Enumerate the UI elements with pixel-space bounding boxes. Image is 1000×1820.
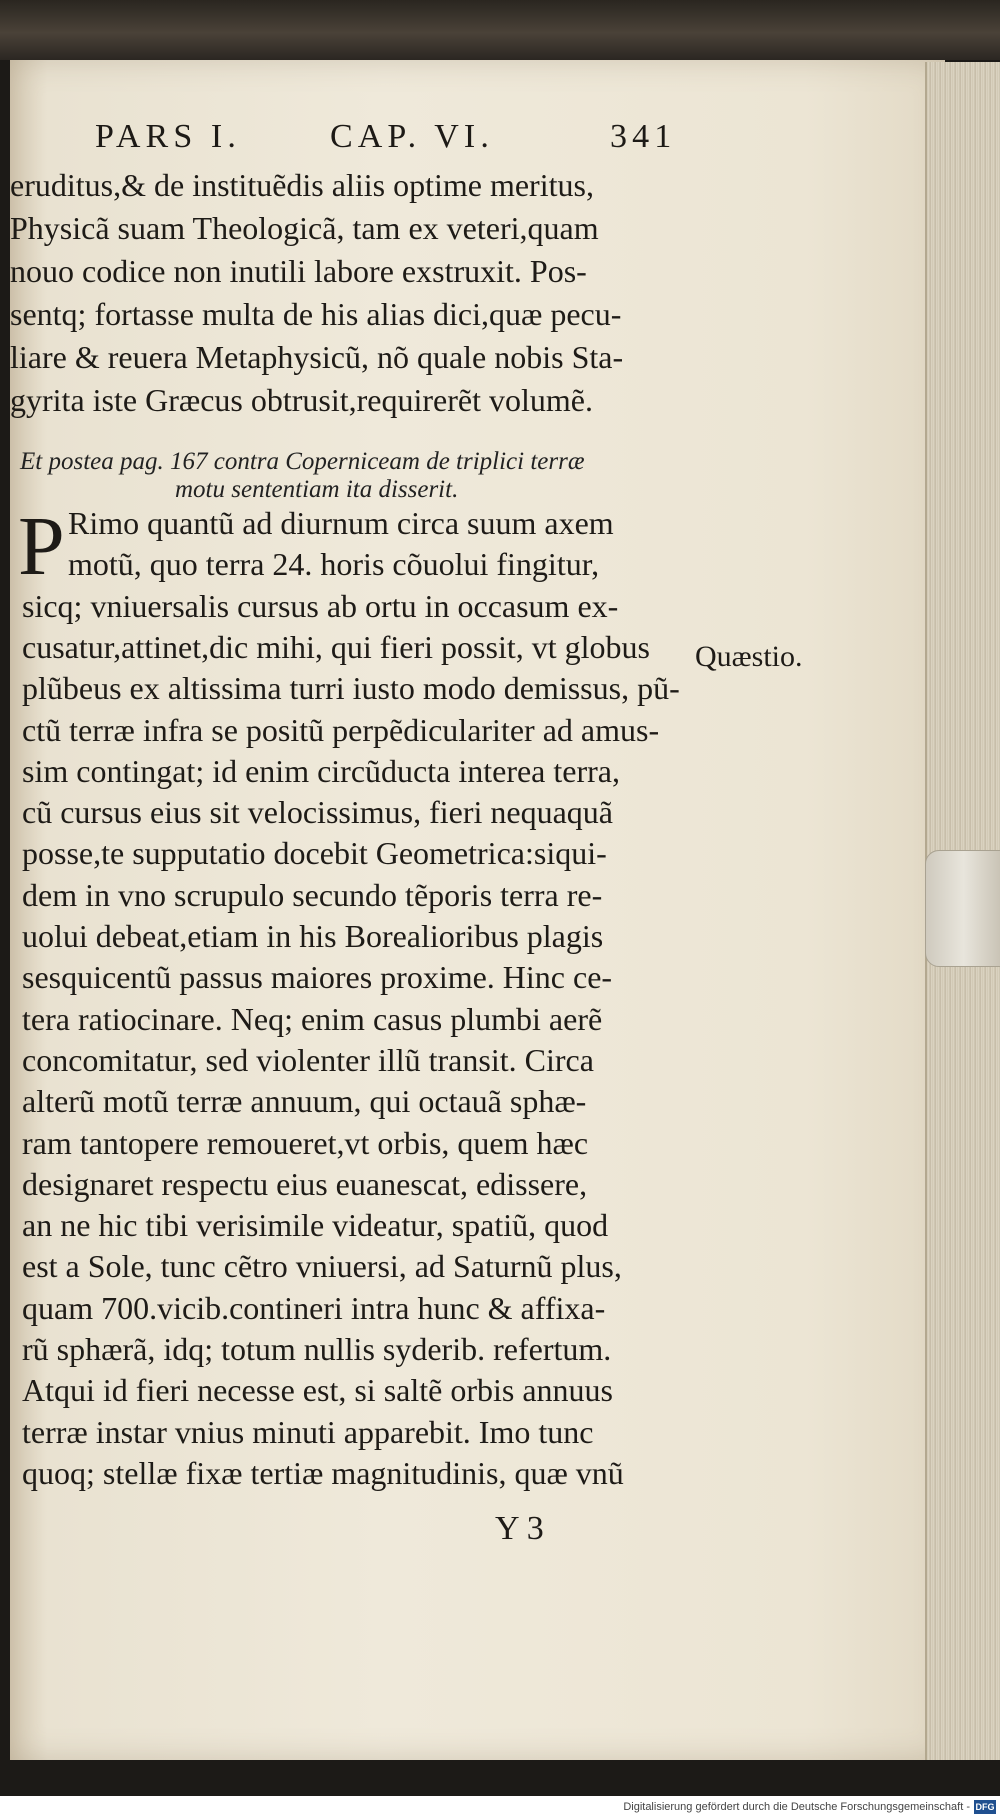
- footer-credit: Digitalisierung gefördert durch die Deutsche Forschungsgemeinschaft -: [623, 1801, 970, 1813]
- text-line: sim contingat; id enim circũducta interea terra,: [22, 752, 620, 789]
- header-cap: CAP. VI.: [330, 118, 494, 155]
- page-number: 341: [610, 118, 677, 155]
- text-line: Rimo quantũ ad diurnum circa suum axem: [68, 505, 614, 541]
- text-line: an ne hic tibi verisimile videatur, spatiũ, quod: [22, 1207, 609, 1244]
- text-line: liare & reuera Metaphysicũ, nõ quale nobis Sta-: [10, 339, 624, 375]
- drop-capital: P: [18, 500, 65, 593]
- page-clip: [925, 850, 1000, 967]
- text-line: motũ, quo terra 24. horis cõuolui fingitur,: [68, 546, 600, 583]
- text-line: quam 700.vicib.contineri intra hunc & affixa-: [22, 1289, 606, 1326]
- text-line: est a Sole, tunc cẽtro vniuersi, ad Saturnũ plus,: [22, 1248, 622, 1285]
- text-line: dem in vno scrupulo secundo tẽporis terra re-: [22, 876, 603, 913]
- text-line: tera ratiocinare. Neq; enim casus plumbi aerẽ: [22, 1000, 603, 1037]
- text-line: sesquicentũ passus maiores proxime. Hinc ce-: [22, 959, 613, 996]
- text-line: posse,te supputatio docebit Geometrica:siqui-: [22, 835, 607, 872]
- text-line: cusatur,attinet,dic mihi, qui fieri possit, vt globus: [22, 628, 650, 665]
- text-line: concomitatur, sed violenter illũ transit. Circa: [22, 1041, 594, 1078]
- italic-intro-line: Et postea pag. 167 contra Coperniceam de triplici terræ: [20, 448, 585, 475]
- text-line: ram tantopere remoueret,vt orbis, quem hæc: [22, 1124, 589, 1161]
- text-line: alterũ motũ terræ annuum, qui octauã sphæ-: [22, 1083, 587, 1120]
- text-line: sicq; vniuersalis cursus ab ortu in occasum ex-: [22, 587, 619, 624]
- text-line: Physicã suam Theologicã, tam ex veteri,quam: [10, 210, 599, 246]
- running-header: [95, 118, 675, 166]
- header-pars: PARS I.: [95, 118, 241, 155]
- text-line: uolui debeat,etiam in his Borealioribus plagis: [22, 918, 604, 954]
- signature-mark: Y 3: [495, 1510, 544, 1547]
- text-line: eruditus,& de instituẽdis aliis optime meritus,: [10, 167, 594, 203]
- text-line: terræ instar vnius minuti apparebit. Imo tunc: [22, 1413, 594, 1450]
- text-line: ctũ terræ infra se positũ perpẽdiculariter ad amus-: [22, 711, 660, 748]
- text-line: Atqui id fieri necesse est, si saltẽ orbis annuus: [22, 1372, 613, 1409]
- text-line: sentq; fortasse multa de his alias dici,quæ pecu-: [10, 296, 622, 332]
- italic-intro-line: motu sententiam ita disserit.: [175, 476, 459, 503]
- binding-top: [0, 0, 1000, 60]
- text-line: rũ sphærã, idq; totum nullis syderib. refertum.: [22, 1331, 612, 1367]
- margin-note: Quæstio.: [695, 640, 803, 673]
- text-line: plũbeus ex altissima turri iusto modo demissus, pũ-: [22, 670, 680, 707]
- text-line: cũ cursus eius sit velocissimus, fieri nequaquã: [22, 794, 613, 831]
- text-line: quoq; stellæ fixæ tertiæ magnitudinis, quæ vnũ: [22, 1454, 624, 1491]
- text-line: gyrita iste Græcus obtrusit,requirerẽt volumẽ.: [10, 382, 593, 418]
- dfg-logo: DFG: [975, 1802, 995, 1812]
- text-line: designaret respectu eius euanescat, edissere,: [22, 1165, 588, 1202]
- text-line: nouo codice non inutili labore exstruxit. Pos-: [10, 253, 587, 289]
